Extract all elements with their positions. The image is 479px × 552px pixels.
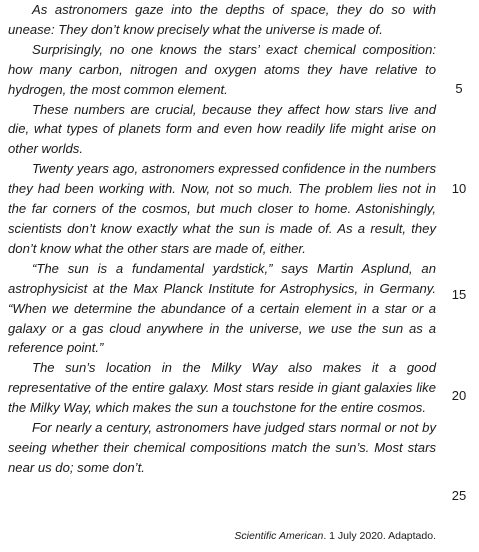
paragraph-2: Surprisingly, no one knows the stars’ exact chemical composition: how many carbon, nitrogen and oxygen atoms they have relative to hydrogen, the most common element. (8, 41, 436, 97)
paragraph-5: “The sun is a fundamental yardstick,” says Martin Asplund, an astrophysicist at the Max Planck Institute for Astrophysics, in Germany. “When we determine the abundance of a certain element in a star or a galaxy or a gas cloud anywhere in the universe, we use the sun as a reference point.” (8, 260, 436, 356)
source-journal: Scientific American (234, 530, 324, 542)
article-text (8, 0, 436, 478)
line-number: 5 (455, 81, 463, 96)
paragraph-4: Twenty years ago, astronomers expressed confidence in the numbers they had been working with. Now, not so much. The problem lies not in the far corners of the cosmos, but much closer to home. Astonishingly, scientists don’t know exactly what the sun is made of. As a result, they don’t know what the other stars are made of, either. (8, 161, 436, 256)
line-number: 20 (451, 388, 467, 403)
paragraph-1: As astronomers gaze into the depths of space, they do so with unease: They don’t know precisely what the universe is made of. (8, 2, 436, 37)
line-number: 10 (451, 181, 467, 196)
paragraph-7: For nearly a century, astronomers have judged stars normal or not by seeing whether their chemical compositions match the sun’s. Most stars near us do; some don’t. (8, 420, 436, 475)
source-details: . 1 July 2020. Adaptado. (323, 530, 436, 542)
paragraph-3: These numbers are crucial, because they affect how stars live and die, what types of planets form and even how readily life might arise on other worlds. (8, 101, 436, 157)
line-number: 15 (451, 287, 467, 302)
paragraph-6: The sun’s location in the Milky Way also makes it a good representative of the entire galaxy. Most stars reside in giant galaxies like the Milky Way, which makes the sun a touchstone for the entire cosmos. (8, 360, 436, 416)
source-citation (234, 530, 436, 542)
line-number: 25 (451, 488, 467, 503)
